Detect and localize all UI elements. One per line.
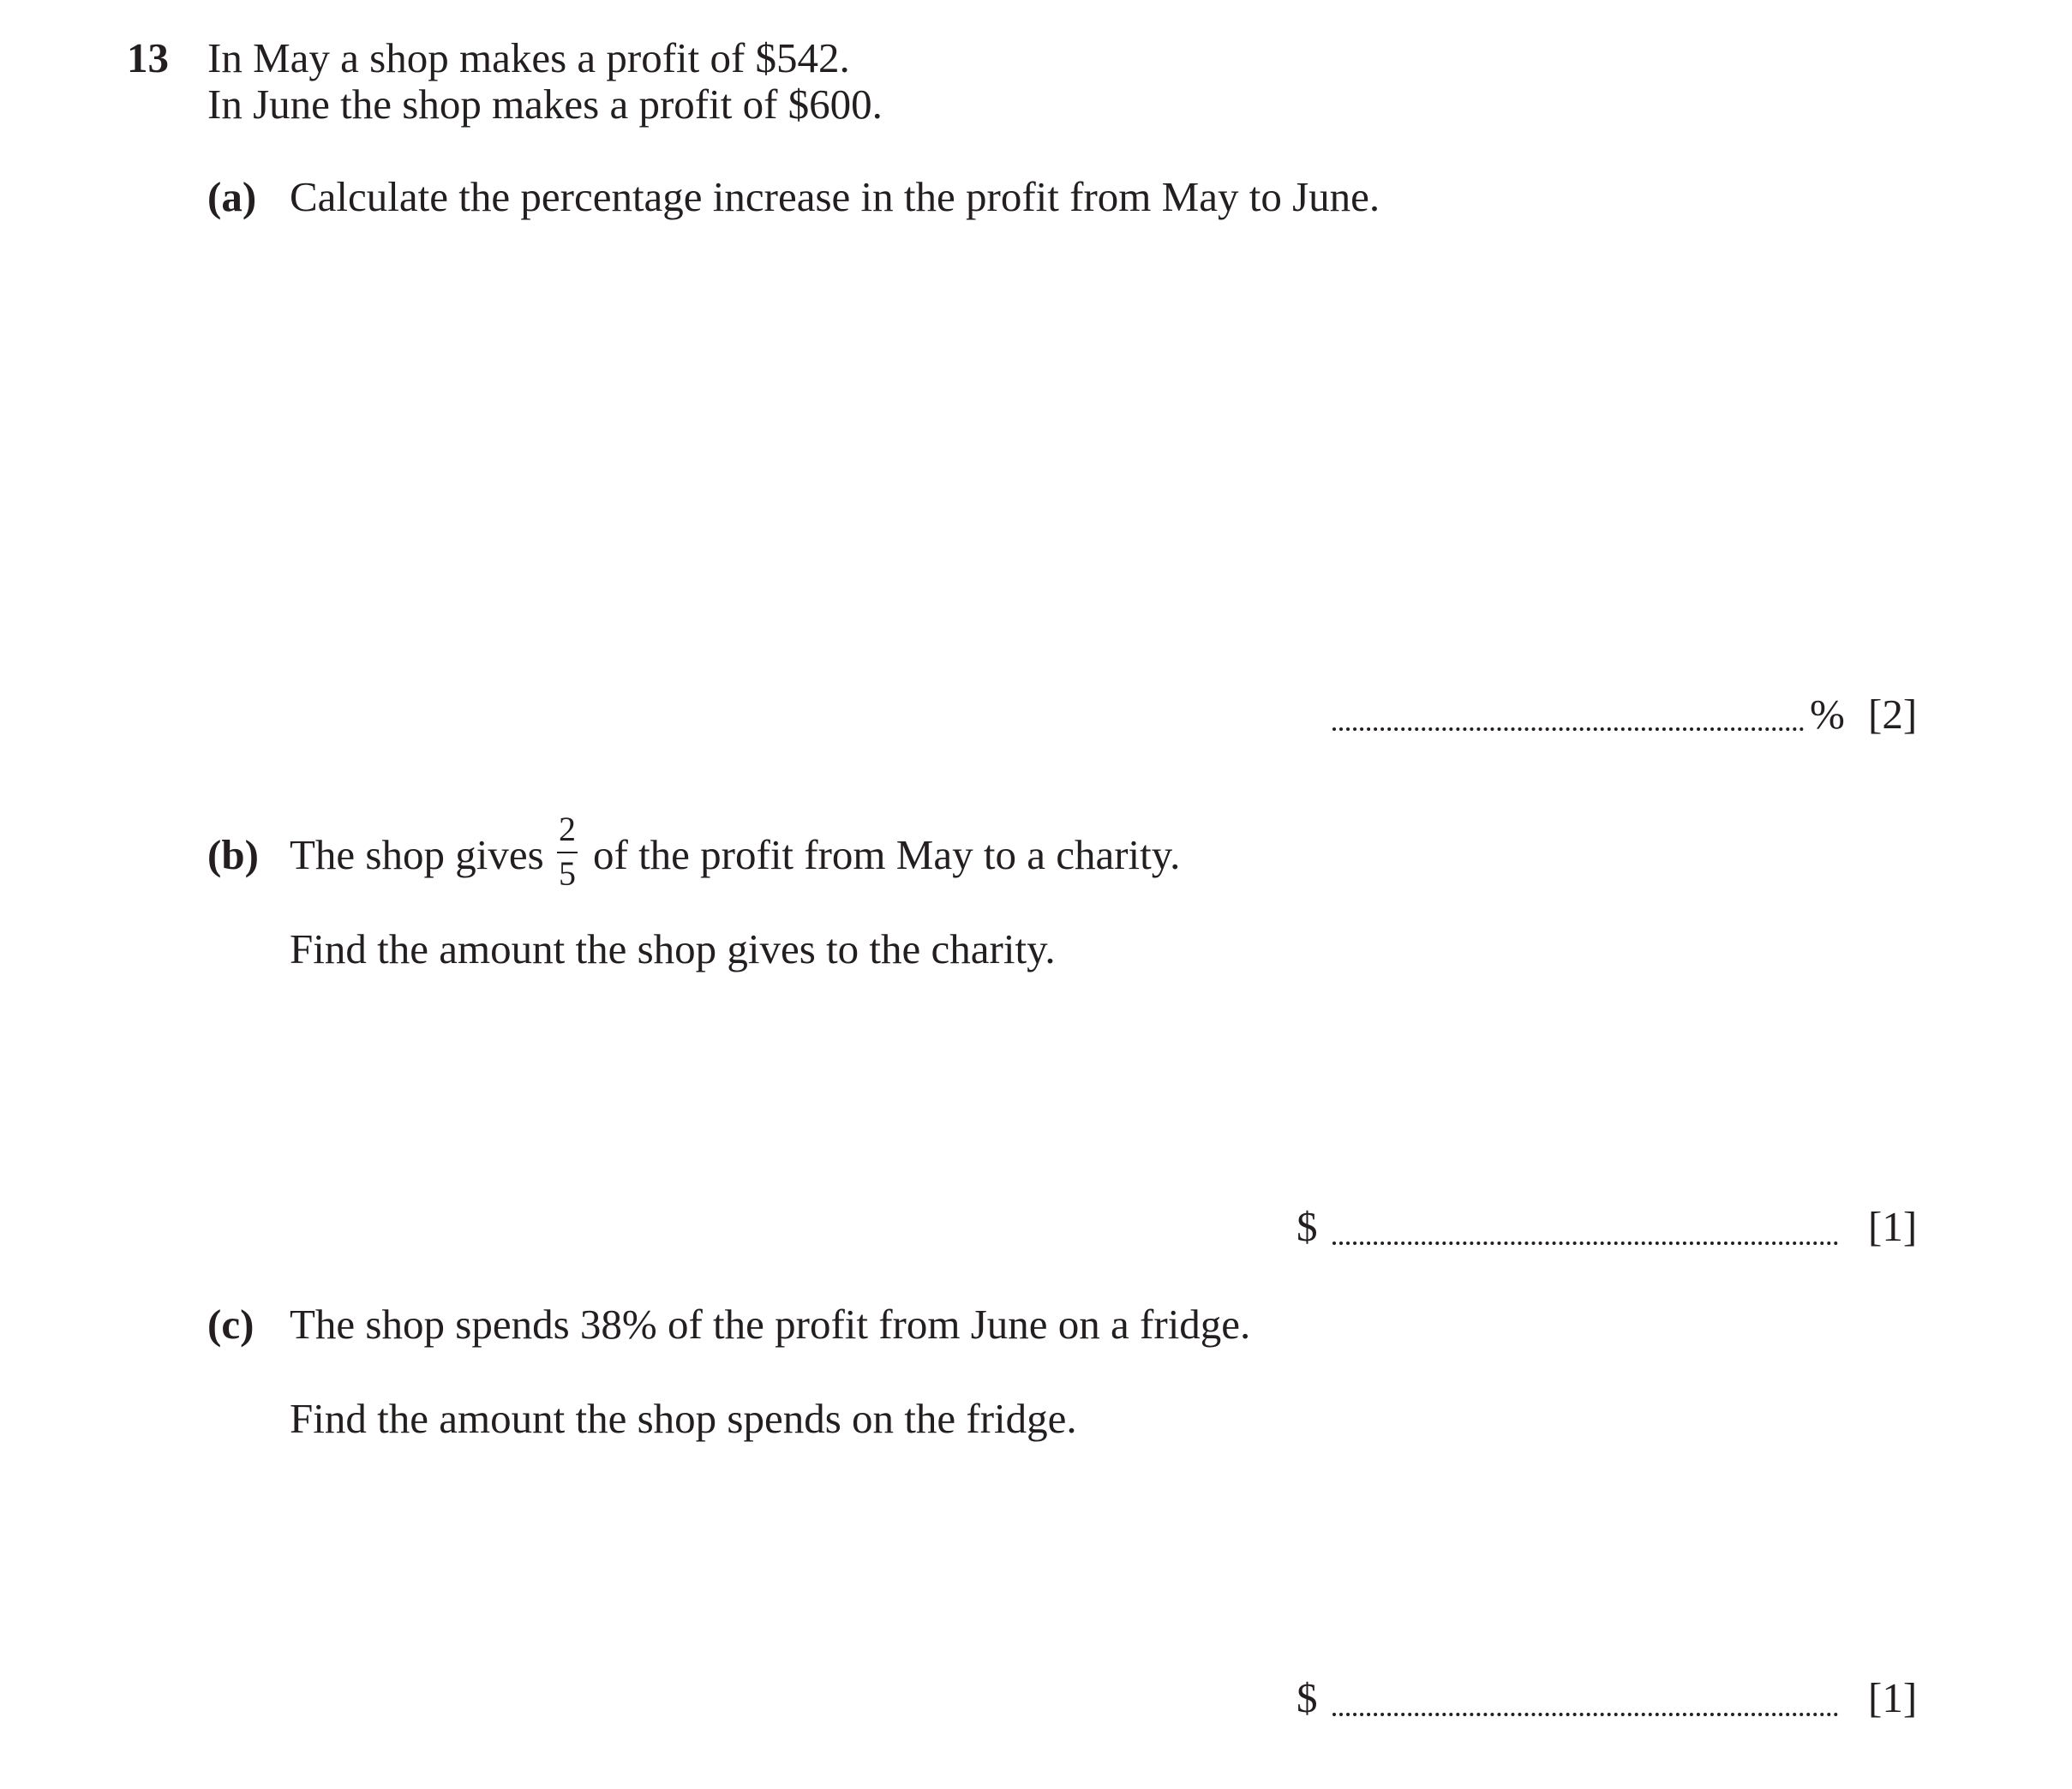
part-c-answer-prefix: $ bbox=[1296, 1674, 1318, 1721]
part-b-text-after: of the profit from May to a charity. bbox=[593, 831, 1181, 878]
part-c-marks: [1] bbox=[1868, 1674, 1918, 1721]
part-a-answer-line[interactable] bbox=[1332, 720, 1804, 735]
part-a-answer-unit: % bbox=[1810, 691, 1845, 738]
fraction-bar bbox=[557, 852, 578, 853]
question-stem-line-2: In June the shop makes a profit of $600. bbox=[207, 81, 883, 128]
part-a-marks: [2] bbox=[1868, 691, 1918, 738]
part-a-label: (a) bbox=[207, 173, 257, 220]
fraction-denominator: 5 bbox=[559, 854, 576, 893]
fraction-numerator: 2 bbox=[559, 810, 576, 848]
question-number: 13 bbox=[127, 34, 169, 81]
part-b-marks: [1] bbox=[1868, 1203, 1918, 1250]
question-stem-line-1: In May a shop makes a profit of $542. bbox=[207, 34, 850, 81]
part-b-text-before: The shop gives bbox=[290, 831, 544, 878]
part-c-label: (c) bbox=[207, 1301, 255, 1348]
part-b-answer-prefix: $ bbox=[1296, 1203, 1318, 1250]
part-c-instruction: Find the amount the shop spends on the fridge. bbox=[290, 1395, 1077, 1442]
part-c-answer-line[interactable] bbox=[1332, 1705, 1838, 1720]
part-b-instruction: Find the amount the shop gives to the charity. bbox=[290, 925, 1056, 972]
part-a-text: Calculate the percentage increase in the profit from May to June. bbox=[290, 173, 1380, 220]
part-c-text: The shop spends 38% of the profit from June on a fridge. bbox=[290, 1301, 1251, 1348]
part-b-answer-line[interactable] bbox=[1332, 1234, 1838, 1249]
part-b-label: (b) bbox=[207, 831, 259, 878]
